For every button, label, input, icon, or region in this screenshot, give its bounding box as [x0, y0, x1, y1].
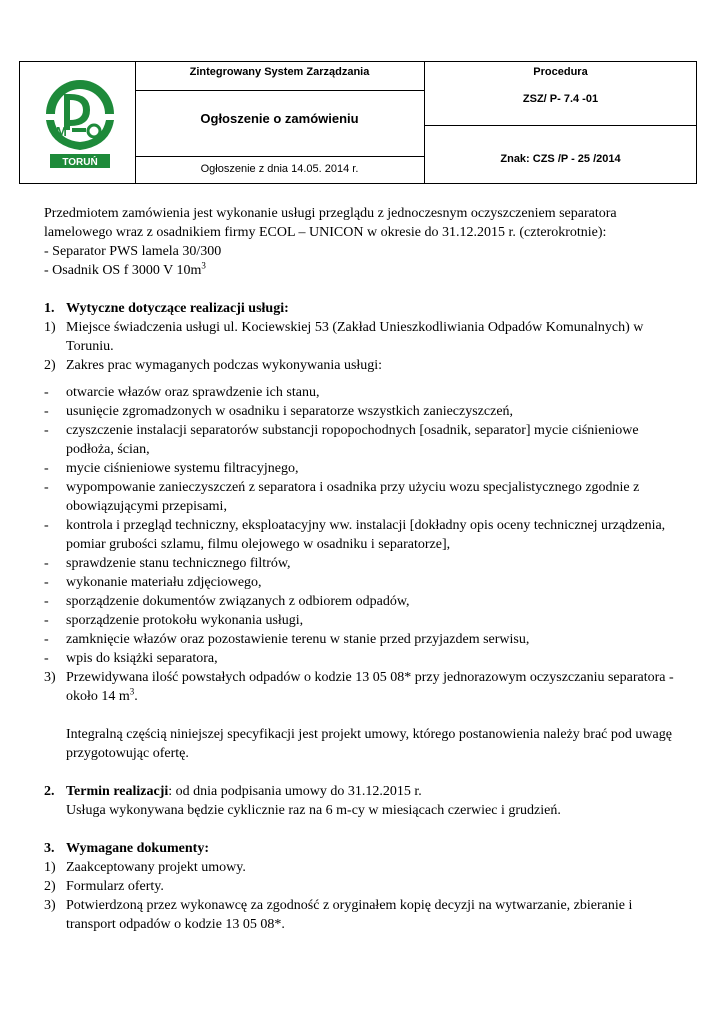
reference-number: Znak: CZS /P - 25 /2014 — [500, 153, 621, 165]
task-item: - kontrola i przegląd techniczny, eksploatacyjny ww. instalacji [dokładny opis oceny technicznej urządzenia, pomiar grubości szlamu, filmu olejowego w osadniku i separatorze], — [44, 518, 666, 552]
document-title: Ogłoszenie o zamówieniu — [200, 111, 359, 126]
document-header-table — [19, 61, 697, 184]
intro-item-settler: - Osadnik OS f 3000 V $10m^3$ — [44, 260, 206, 278]
section-2-heading: 2. Termin realizacji: od dnia podpisania umowy do 31.12.2015 r. — [44, 784, 422, 799]
section-1-point-1: 1) Miejsce świadczenia usługi ul. Kociewskiej 53 (Zakład Unieszkodliwiania Odpadów Komunalnych) w Toruniu. — [44, 320, 644, 354]
document-body — [44, 204, 684, 934]
intro-text: Przedmiotem zamówienia jest wykonanie usługi przeglądu z jednoczesnym oczyszczeniem separatora lamelowego wraz z osadnikiem firmy ECOL – UNICON w okresie do 31.12.2015 r. (czterokrotnie): — [44, 206, 617, 240]
task-item: - usunięcie zgromadzonych w osadniku i separatorze wszystkich zanieczyszczeń, — [44, 404, 514, 419]
task-item: - otwarcie włazów oraz sprawdzenie ich stanu, — [44, 385, 320, 400]
system-name: Zintegrowany System Zarządzania — [189, 66, 370, 78]
task-item: - sporządzenie protokołu wykonania usługi, — [44, 613, 304, 628]
section-3-point-1: 1) Zaakceptowany projekt umowy. — [44, 860, 246, 875]
task-item: - wykonanie materiału zdjęciowego, — [44, 575, 262, 590]
section-2-text: Usługa wykonywana będzie cyklicznie raz na 6 m-cy w miesiącach czerwiec i grudzień. — [66, 803, 561, 818]
section-1-heading: 1. Wytyczne dotyczące realizacji usługi: — [44, 301, 289, 316]
mpo-logo — [44, 76, 116, 170]
intro-item-separator: - Separator PWS lamela 30/300 — [44, 244, 222, 259]
task-item: - wpis do książki separatora, — [44, 651, 218, 666]
task-item: - mycie ciśnieniowe systemu filtracyjnego, — [44, 461, 299, 476]
section-1-point-2: 2) Zakres prac wymaganych podczas wykonywania usługi: — [44, 358, 383, 373]
svg-text:TORUŃ: TORUŃ — [62, 157, 98, 168]
integral-note: Integralną częścią niniejszej specyfikacji jest projekt umowy, którego postanowienia należy brać pod uwagę przygotowując ofertę. — [66, 727, 672, 761]
svg-text:M: M — [56, 124, 67, 139]
task-item: - czyszczenie instalacji separatorów substancji ropopochodnych [osadnik, separator] mycie ciśnieniowe podłoża, ścian, — [44, 423, 639, 457]
section-3-point-2: 2) Formularz oferty. — [44, 879, 164, 894]
task-item: - sporządzenie dokumentów związanych z odbiorem odpadów, — [44, 594, 410, 609]
announcement-date: Ogłoszenie z dnia 14.05. 2014 r. — [200, 163, 359, 175]
task-item: - sprawdzenie stanu technicznego filtrów, — [44, 556, 291, 571]
section-3-heading: 3. Wymagane dokumenty: — [44, 841, 209, 856]
task-item: - zamknięcie włazów oraz pozostawienie terenu w stanie przed przyjazdem serwisu, — [44, 632, 530, 647]
section-3-point-3: 3) Potwierdzoną przez wykonawcę za zgodność z oryginałem kopię decyzji na wytwarzanie, zbieranie i transport odpadów o kodzie 13 05 08*. — [44, 898, 633, 932]
section-1-point-3: 3) Przewidywana ilość powstałych odpadów o kodzie 13 05 08* przy jednorazowym oczyszczaniu separatora - około 14 $m^3$. — [44, 670, 674, 704]
procedure-code: ZSZ/ P- 7.4 -01 — [522, 93, 599, 105]
procedure-label: Procedura — [533, 66, 588, 78]
task-item: - wypompowanie zanieczyszczeń z separatora i osadnika przy użyciu wozu specjalistycznego zgodnie z obowiązującymi przepisami, — [44, 480, 640, 514]
